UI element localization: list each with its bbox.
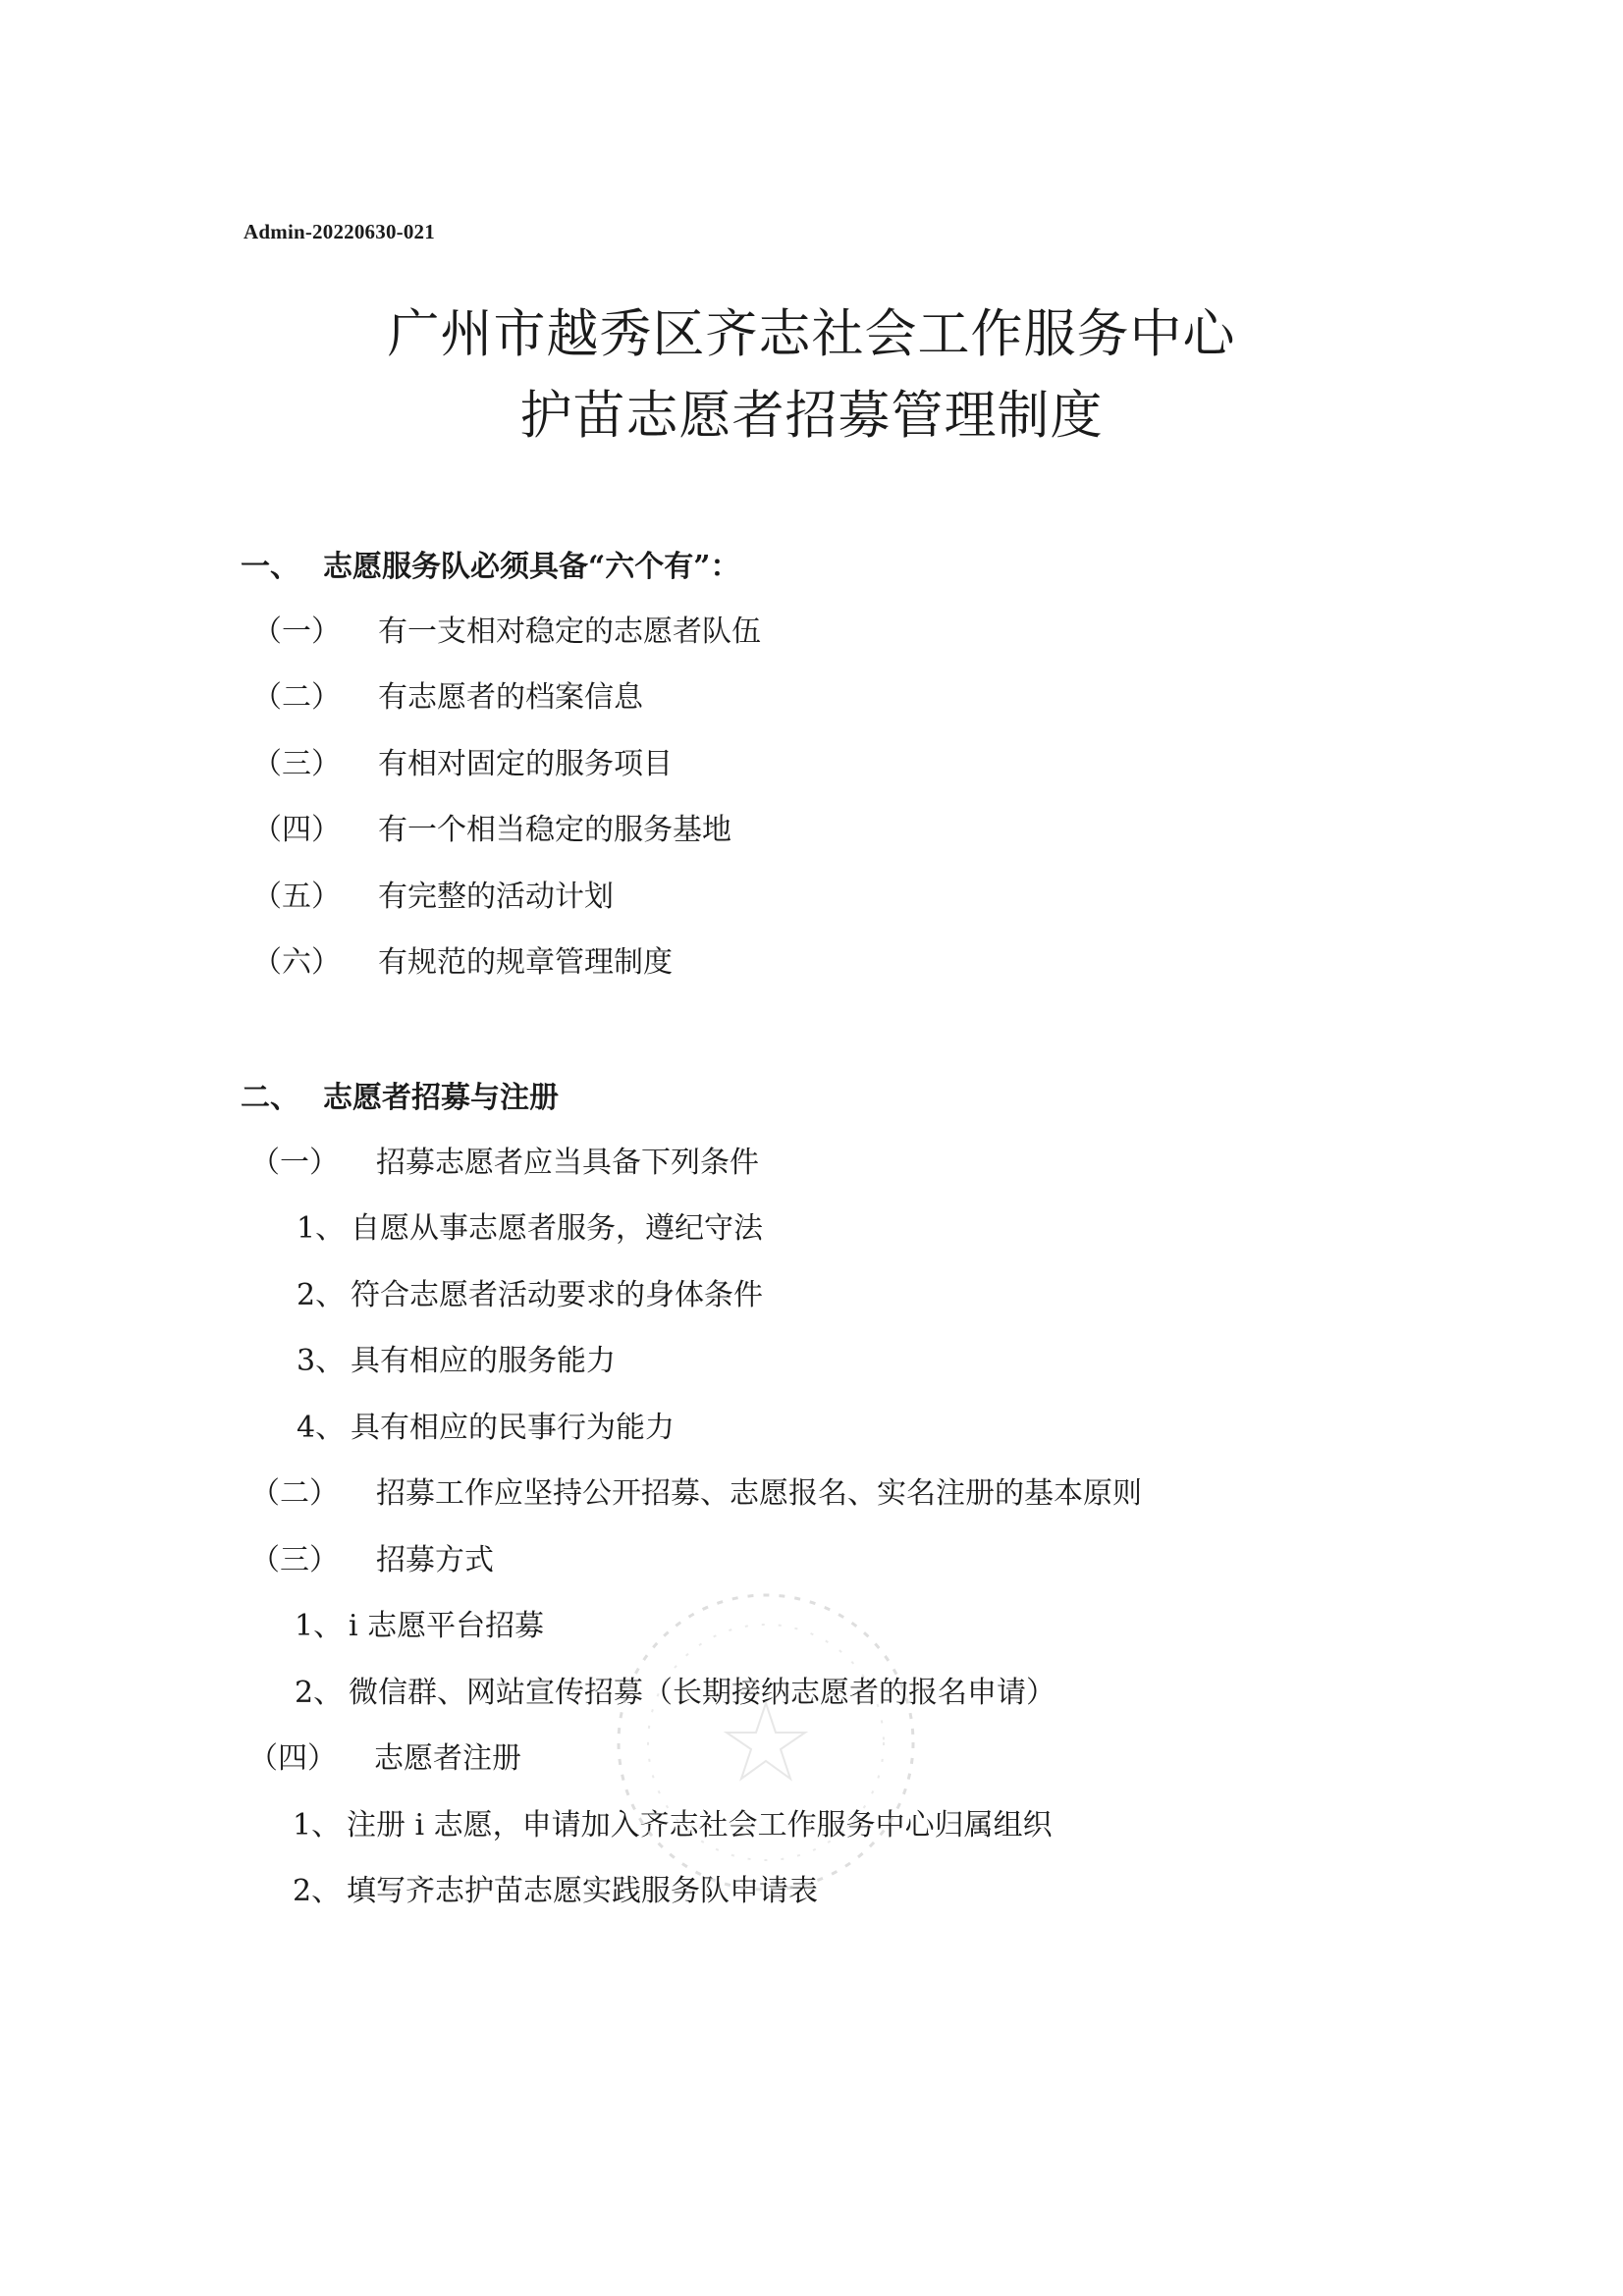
sub-item-text: 注册 i 志愿，申请加入齐志社会工作服务中心归属组织 [347,1808,1053,1842]
sub-item [295,1601,544,1644]
sub-item-number: 2、 [293,1874,342,1908]
item-text: 有一支相对稳定的志愿者队伍 [378,614,761,649]
item-number: （三） [250,1543,339,1577]
item-number: （二） [250,1476,339,1511]
sub-item-text: 具有相应的民事行为能力 [351,1411,675,1445]
sub-item-text: 填写齐志护苗志愿实践服务队申请表 [347,1874,818,1908]
sub-item-number: 1、 [295,1609,344,1643]
sub-item [297,1336,616,1379]
item-text: 有相对固定的服务项目 [378,747,673,781]
item-number: （四） [252,813,341,847]
list-item [252,872,614,915]
section-number: 二、 [241,1081,299,1115]
list-item [250,1535,494,1578]
sub-item [297,1203,763,1247]
sub-item-text: 自愿从事志愿者服务，遵纪守法 [351,1211,763,1246]
sub-item-number: 2、 [297,1278,346,1312]
item-text: 有完整的活动计划 [378,880,614,914]
item-number: （一） [250,1146,339,1180]
item-text: 招募方式 [376,1543,494,1577]
item-text: 有一个相当稳定的服务基地 [378,813,731,847]
item-number: （三） [252,747,341,781]
sub-item-text: 符合志愿者活动要求的身体条件 [351,1278,763,1312]
section-number: 一、 [241,550,299,584]
sub-item-text: i 志愿平台招募 [349,1609,545,1643]
item-text: 招募工作应坚持公开招募、志愿报名、实名注册的基本原则 [376,1476,1142,1511]
list-item [250,1138,759,1181]
list-item [252,607,761,650]
list-item [252,739,673,782]
sub-item [297,1270,763,1313]
item-number: （四） [248,1741,337,1776]
item-number: （五） [252,880,341,914]
sub-item [293,1800,1053,1843]
section-2-heading [241,1073,559,1116]
list-item [250,1468,1142,1512]
sub-item-number: 1、 [293,1808,342,1842]
sub-item-text: 具有相应的服务能力 [351,1344,616,1378]
list-item [252,937,673,981]
section-title: 志愿者招募与注册 [323,1081,559,1115]
sub-item [297,1403,675,1446]
sub-item-number: 2、 [295,1676,344,1710]
document-code: Admin-20220630-021 [243,220,435,243]
list-item [248,1734,521,1777]
item-text: 招募志愿者应当具备下列条件 [376,1146,759,1180]
item-number: （六） [252,945,341,980]
document-title-line-2: 护苗志愿者招募管理制度 [519,386,1104,446]
sub-item-number: 3、 [297,1344,346,1378]
list-item [252,672,643,716]
sub-item-number: 1、 [297,1211,346,1246]
sub-item-text: 微信群、网站宣传招募（长期接纳志愿者的报名申请） [349,1676,1055,1710]
document-title-line-1: 广州市越秀区齐志社会工作服务中心 [387,304,1236,364]
sub-item-number: 4、 [297,1411,346,1445]
item-text: 志愿者注册 [374,1741,521,1776]
item-text: 有志愿者的档案信息 [378,680,643,715]
section-title: 志愿服务队必须具备“六个有”： [323,550,740,584]
sub-item [295,1668,1055,1711]
item-number: （一） [252,614,341,649]
section-1-heading [241,542,740,585]
sub-item [293,1866,818,1909]
item-number: （二） [252,680,341,715]
item-text: 有规范的规章管理制度 [378,945,673,980]
list-item [252,805,731,848]
faint-seal-stamp [604,1580,928,1904]
